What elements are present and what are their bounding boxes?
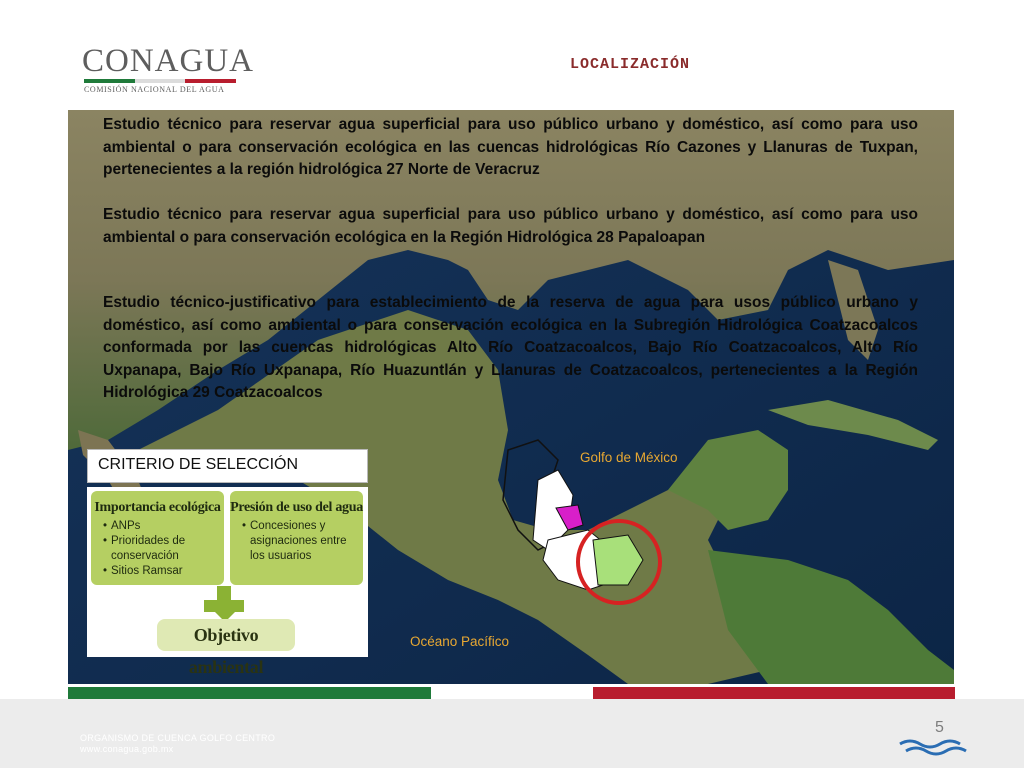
label-golfo-de-mexico: Golfo de México bbox=[580, 450, 678, 465]
ecological-importance-heading: Importancia ecológica bbox=[94, 500, 221, 515]
water-use-pressure-list bbox=[230, 519, 363, 564]
criteria-title: CRITERIO DE SELECCIÓN bbox=[87, 449, 368, 483]
logo-subtitle: COMISIÓN NACIONAL DEL AGUA bbox=[84, 85, 225, 94]
list-item: • Sitios Ramsar bbox=[111, 564, 224, 579]
ecological-importance-list bbox=[91, 519, 224, 579]
list-item: • ANPs bbox=[111, 519, 224, 534]
logo-tricolor-bar bbox=[84, 79, 236, 83]
footer-url: www.conagua.gob.mx bbox=[80, 744, 174, 754]
water-waves-icon bbox=[898, 736, 970, 756]
flag-stripe-green bbox=[68, 687, 431, 699]
page-number: 5 bbox=[935, 719, 944, 736]
objective-box: Objetivo ambiental bbox=[157, 619, 295, 651]
list-item: • Prioridades de conservación bbox=[111, 534, 224, 564]
water-use-pressure-box bbox=[230, 491, 363, 585]
flag-stripe-white bbox=[431, 687, 593, 699]
flag-stripe-red bbox=[593, 687, 955, 699]
arrow-bar bbox=[204, 600, 244, 612]
paragraph-region-27: Estudio técnico para reservar agua superficial para uso público urbano y doméstico, así como para uso ambiental o para conservación ecológica en las cuencas hidrológicas Río Cazones y Llanuras de Tuxpan, pertenecientes a la región hidrológica 27 Norte de Veracruz bbox=[103, 116, 918, 178]
footer-org: ORGANISMO DE CUENCA GOLFO CENTRO bbox=[80, 733, 276, 743]
arrow-stem bbox=[217, 586, 231, 600]
paragraph-region-29: Estudio técnico-justificativo para establecimiento de la reserva de agua para usos público urbano y doméstico, así como ambiental o para conservación ecológica en la Subregión Hidrológica Coatzacoalcos conformada por las cuencas hidrológicas Alto Río Coatzacoalcos, Bajo Río Coatzacoalcos, Alto Río Uxpanapa, Bajo Río Uxpanapa, Río Huazuntlán y Llanuras de Coatzacoalcos, pertenecientes a la Región Hidrológica 29 Coatzacoalcos bbox=[103, 294, 918, 401]
conagua-logo bbox=[82, 43, 254, 96]
list-item: • Concesiones y asignaciones entre los usuarios bbox=[250, 519, 363, 564]
logo-wordmark: CONAGUA bbox=[82, 43, 254, 79]
label-oceano-pacifico: Océano Pacífico bbox=[410, 634, 510, 649]
slide-title: LOCALIZACIÓN bbox=[570, 56, 691, 73]
criteria-panel bbox=[87, 487, 368, 677]
water-use-pressure-heading: Presión de uso del agua bbox=[230, 500, 363, 515]
paragraph-region-28: Estudio técnico para reservar agua superficial para uso público urbano y doméstico, así como para uso ambiental o para conservación ecológica en la Región Hidrológica 28 Papaloapan bbox=[103, 206, 918, 246]
ecological-importance-box bbox=[91, 491, 224, 585]
